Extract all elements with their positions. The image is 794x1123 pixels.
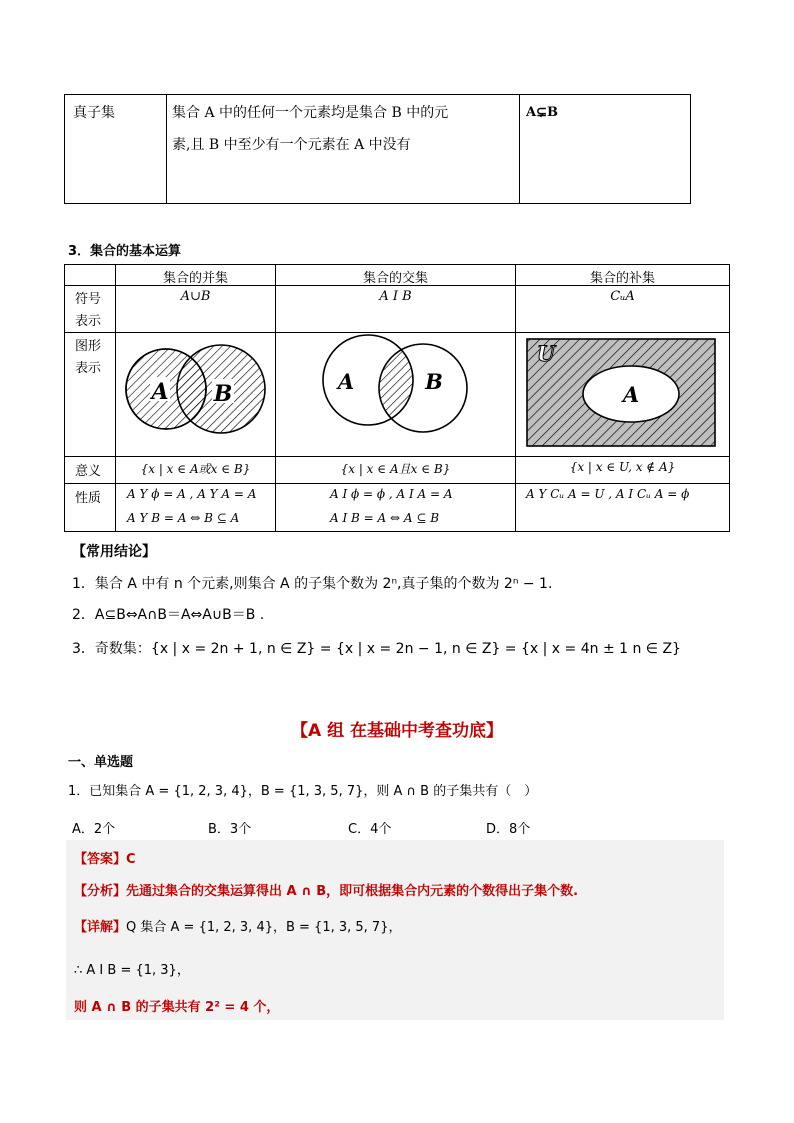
definition-line-2: 素,且 B 中至少有一个元素在 A 中没有 xyxy=(172,137,411,153)
complement-label-a: A xyxy=(622,382,640,407)
row-label-meaning: 意义 xyxy=(75,464,102,479)
detail-line-2: ∴ A I B = {1, 3}， xyxy=(74,963,190,978)
detail-line-3: 则 A ∩ B 的子集共有 2² = 4 个， xyxy=(74,1000,280,1015)
row-label-symbol-1: 符号 xyxy=(75,292,102,307)
term-text: 真子集 xyxy=(73,105,115,121)
property-complement-1: A Y Cᵤ A = U , A I Cᵤ A = ϕ xyxy=(526,487,690,501)
term-cell xyxy=(65,95,167,203)
union-venn-diagram xyxy=(116,333,275,456)
meaning-complement: {x | x ∈ U, x ∉ A} xyxy=(569,460,676,474)
option-b: B．3个 xyxy=(208,822,252,837)
single-choice-heading: 一、单选题 xyxy=(68,755,134,770)
header-union: 集合的并集 xyxy=(162,271,228,286)
row-label-symbol-2: 表示 xyxy=(75,314,102,329)
meaning-intersection: {x | x ∈ A且x ∈ B} xyxy=(340,462,451,476)
complement-venn-diagram xyxy=(516,333,729,456)
group-a-title: 【A 组 在基础中考查功底】 xyxy=(291,721,503,741)
intersection-venn-diagram xyxy=(276,333,515,456)
intersection-label-a: A xyxy=(337,369,355,394)
option-a: A．2个 xyxy=(72,822,116,837)
section-heading: 3．集合的基本运算 xyxy=(68,244,182,259)
header-complement: 集合的补集 xyxy=(589,271,655,286)
row-label-figure-1: 图形 xyxy=(75,339,102,354)
question-1-stem: 1．已知集合 A = {1, 2, 3, 4}，B = {1, 3, 5, 7}，则 A ∩ B 的子集共有（ ） xyxy=(68,784,538,799)
union-label-b: B xyxy=(213,381,233,407)
union-label-a: A xyxy=(151,379,169,405)
detail-label: 【详解】 xyxy=(74,920,127,935)
answer-label: 【答案】 xyxy=(74,852,127,867)
header-intersection: 集合的交集 xyxy=(362,271,428,286)
proper-subset-table xyxy=(64,94,691,204)
property-union-1: A Y ϕ = A , A Y A = A xyxy=(127,487,257,501)
property-union-2: A Y B = A ⇔ B ⊆ A xyxy=(127,511,240,525)
property-intersection-2: A I B = A ⇔ A ⊆ B xyxy=(330,511,440,525)
meaning-union: {x | x ∈ A或x ∈ B} xyxy=(140,462,251,476)
analysis-label: 【分析】 xyxy=(74,884,127,899)
row-label-property: 性质 xyxy=(75,491,102,506)
conclusions-heading: 【常用结论】 xyxy=(72,544,156,560)
option-d: D．8个 xyxy=(486,822,531,837)
analysis-text: 先通过集合的交集运算得出 A ∩ B，即可根据集合内元素的个数得出子集个数. xyxy=(126,884,579,899)
definition-cell xyxy=(166,95,520,203)
property-intersection-1: A I ϕ = ϕ , A I A = A xyxy=(330,487,453,501)
symbol-complement: CᵤA xyxy=(610,289,635,304)
symbol-intersection: A I B xyxy=(379,289,412,304)
intersection-label-b: B xyxy=(425,369,443,394)
conclusion-item-2: 2．A⊆B⇔A∩B＝A⇔A∪B＝B . xyxy=(72,607,265,623)
row-label-figure-2: 表示 xyxy=(75,361,102,376)
symbol-cell xyxy=(520,95,690,203)
answer-value: C xyxy=(126,852,136,867)
set-operations-table xyxy=(64,264,730,532)
answer-panel xyxy=(66,840,724,1020)
symbol-union: A∪B xyxy=(180,289,211,304)
option-c: C．4个 xyxy=(348,822,392,837)
complement-label-u: U xyxy=(536,341,556,366)
definition-line-1: 集合 A 中的任何一个元素均是集合 B 中的元 xyxy=(172,105,449,121)
detail-line-1: Q 集合 A = {1, 2, 3, 4}，B = {1, 3, 5, 7}， xyxy=(126,920,402,935)
conclusion-item-1: 1．集合 A 中有 n 个元素,则集合 A 的子集个数为 2ⁿ,真子集的个数为 2ⁿ − 1. xyxy=(72,576,553,592)
conclusion-item-3: 3．奇数集：{x | x = 2n + 1, n ∈ Z} = {x | x = 2n − 1, n ∈ Z} = {x | x = 4n ± 1 n ∈ Z} xyxy=(72,641,681,657)
symbol-text: A⊊B xyxy=(526,105,558,120)
